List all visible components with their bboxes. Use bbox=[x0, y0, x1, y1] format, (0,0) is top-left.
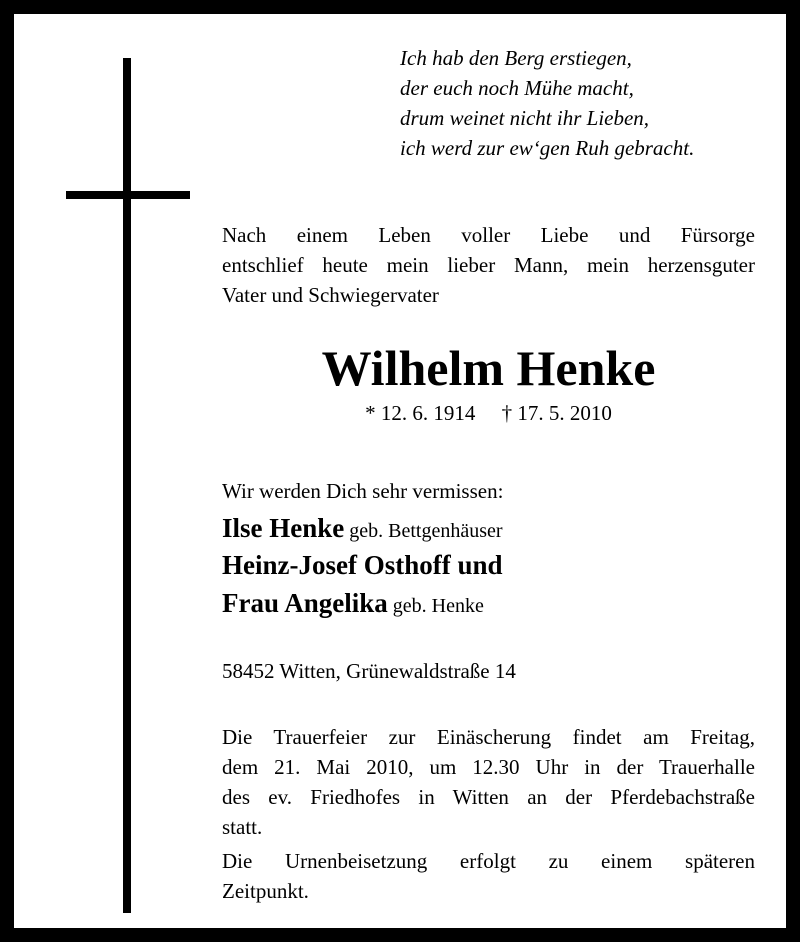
mourner-entry bbox=[222, 583, 484, 628]
cross-icon-horizontal-bar bbox=[66, 191, 190, 199]
poem-line: drum weinet nicht ihr Lieben, bbox=[400, 106, 650, 130]
mourner-note: geb. Bettgenhäuser bbox=[344, 520, 503, 542]
mourner-name: Ilse Henke bbox=[222, 513, 345, 543]
urn-notice bbox=[222, 846, 755, 906]
mourner-name: Heinz-Josef Osthoff und bbox=[222, 550, 503, 580]
ceremony-line: Die Trauerfeier zur Einäscherung findet am Freitag, bbox=[222, 725, 755, 749]
poem bbox=[400, 43, 780, 163]
intro-line: Vater und Schwiegervater bbox=[222, 283, 439, 307]
ceremony-notice bbox=[222, 722, 755, 842]
poem-line: Ich hab den Berg erstiegen, bbox=[400, 46, 632, 70]
deceased-name: Wilhelm Henke bbox=[321, 340, 656, 396]
intro-line: Nach einem Leben voller Liebe und Fürsorge bbox=[222, 223, 755, 247]
ceremony-line: des ev. Friedhofes in Witten an der Pferdebachstraße bbox=[222, 785, 755, 809]
urn-line: Zeitpunkt. bbox=[222, 879, 309, 903]
mourner-name: Frau Angelika bbox=[222, 588, 388, 618]
ceremony-line: dem 21. Mai 2010, um 12.30 Uhr in der Trauerhalle bbox=[222, 755, 755, 779]
cross-icon-vertical-bar bbox=[123, 58, 131, 913]
life-dates: * 12. 6. 1914 † 17. 5. 2010 bbox=[365, 401, 612, 425]
urn-line: Die Urnenbeisetzung erfolgt zu einem späteren bbox=[222, 849, 755, 873]
address: 58452 Witten, Grünewaldstraße 14 bbox=[222, 659, 516, 683]
ceremony-line: statt. bbox=[222, 815, 263, 839]
mourners-intro: Wir werden Dich sehr vermissen: bbox=[222, 479, 504, 503]
poem-line: ich werd zur ew‘gen Ruh gebracht. bbox=[400, 136, 695, 160]
intro-line: entschlief heute mein lieber Mann, mein herzensguter bbox=[222, 253, 755, 277]
poem-line: der euch noch Mühe macht, bbox=[400, 76, 634, 100]
mourner-note: geb. Henke bbox=[387, 595, 484, 617]
intro-text bbox=[222, 220, 755, 310]
